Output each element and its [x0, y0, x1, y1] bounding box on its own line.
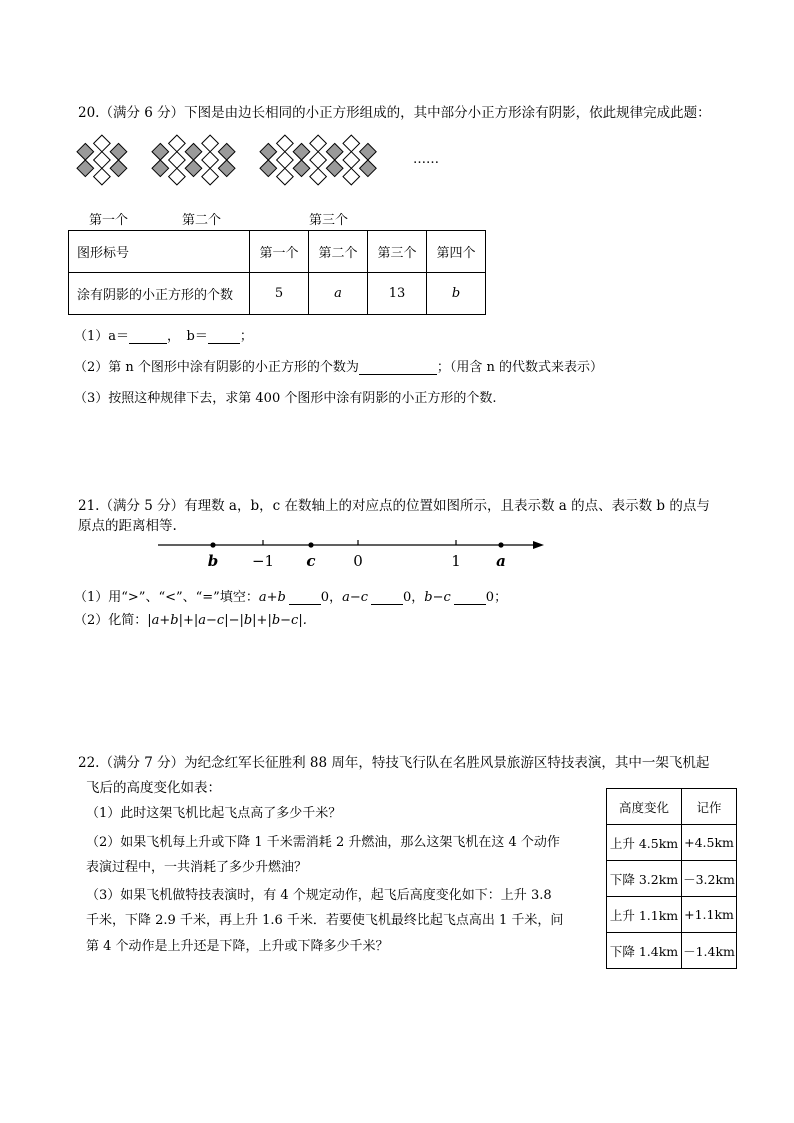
shaded-square	[152, 143, 169, 160]
blank-square	[310, 168, 327, 185]
table-cell: 5	[250, 273, 309, 315]
table-cell: 涂有阴影的小正方形的个数	[69, 273, 250, 315]
table-header-cell: 第四个	[427, 231, 486, 273]
pattern-figure-3	[260, 135, 376, 185]
point-b	[210, 542, 215, 547]
table-header-cell: 图形标号	[69, 231, 250, 273]
shaded-square	[185, 160, 202, 177]
ellipsis: ……	[413, 152, 439, 167]
shaded-square	[218, 160, 235, 177]
shaded-square	[77, 160, 94, 177]
blank-square	[169, 152, 186, 169]
shaded-square	[110, 143, 127, 160]
table-row	[69, 231, 486, 273]
sep-1: 0，	[320, 590, 343, 605]
table-row	[607, 825, 737, 861]
blank-square	[343, 152, 360, 169]
table-header-cell: 第二个	[309, 231, 368, 273]
q21-part1	[74, 586, 507, 605]
point-c	[308, 542, 313, 547]
shaded-square	[293, 160, 310, 177]
shaded-square	[360, 160, 377, 177]
label-1: 1	[451, 552, 461, 570]
part1-b-label: ， b＝	[167, 329, 208, 344]
q22-stem-line2: 飞后的高度变化如表：	[86, 780, 221, 796]
shaded-square	[326, 143, 343, 160]
figure-label-1: 第一个	[89, 213, 129, 228]
blank-square	[202, 168, 219, 185]
q20-part2	[74, 356, 603, 375]
axis-arrow	[533, 541, 544, 549]
blank-square	[94, 152, 111, 169]
abs-expression: |a+b|+|a−c|−|b|+|b−c|.	[147, 613, 307, 628]
q20-figures	[0, 0, 794, 230]
shaded-square	[293, 143, 310, 160]
part2-prefix: （2）化简：	[74, 613, 148, 628]
q20-table	[68, 230, 486, 315]
blank-square	[277, 168, 294, 185]
q22-part3-line3: 第 4 个动作是上升还是下降，上升或下降多少千米？	[86, 939, 389, 954]
shaded-square	[360, 143, 377, 160]
label-minus1: −1	[251, 552, 275, 570]
blank-square	[343, 168, 360, 185]
shaded-square	[110, 160, 127, 177]
shaded-square	[260, 160, 277, 177]
q22-part2-line1: （2）如果飞机每上升或下降 1 千米需消耗 2 升燃油，那么这架飞机在这 4 个动作	[86, 835, 560, 850]
q20-part3: （3）按照这种规律下去，求第 400 个图形中涂有阴影的小正方形的个数.	[74, 391, 497, 406]
shaded-square	[218, 143, 235, 160]
blank-square	[169, 135, 186, 152]
q22-part1: （1）此时这架飞机比起飞点高了多少千米？	[86, 806, 342, 821]
table-cell: +4.5km	[682, 825, 737, 861]
part2-text: （2）第 n 个图形中涂有阴影的小正方形的个数为	[74, 360, 359, 375]
figure-label-2: 第二个	[182, 213, 222, 228]
blank-square	[310, 152, 327, 169]
q22-part3-line2: 千米，下降 2.9 千米，再上升 1.6 千米．若要使飞机最终比起飞点高出 1 千米，问	[86, 913, 564, 928]
label-c: c	[306, 552, 316, 570]
table-cell: 下降 3.2km	[607, 861, 682, 897]
answer-blank-b[interactable]	[208, 329, 240, 344]
table-header-cell: 第三个	[368, 231, 427, 273]
blank-square	[202, 135, 219, 152]
table-cell: +1.1km	[682, 897, 737, 933]
q21-stem-line2: 原点的距离相等.	[78, 518, 177, 534]
part1-a-label: （1）a＝	[74, 329, 130, 344]
part1-prefix: （1）用“>”、“<”、“=”填空：	[74, 590, 259, 605]
shaded-square	[77, 143, 94, 160]
altitude-table	[606, 788, 737, 969]
part1-end: 0；	[485, 590, 508, 605]
answer-blank-a[interactable]	[129, 329, 167, 344]
compare-blank-2[interactable]	[371, 590, 403, 605]
q22-part2-line2: 表演过程中，一共消耗了多少升燃油？	[86, 860, 308, 875]
part1-end: ；	[239, 329, 253, 344]
q22-part3-line1: （3）如果飞机做特技表演时，有 4 个规定动作，起飞后高度变化如下：上升 3.8	[86, 888, 552, 903]
table-row	[607, 789, 737, 825]
table-cell: 下降 1.4km	[607, 933, 682, 969]
shaded-square	[260, 143, 277, 160]
label-b: b	[207, 552, 219, 570]
table-cell: 上升 4.5km	[607, 825, 682, 861]
blank-square	[94, 168, 111, 185]
sep-2: 0，	[403, 590, 425, 605]
point-a	[498, 542, 503, 547]
table-row	[607, 933, 737, 969]
table-row	[69, 273, 486, 315]
compare-blank-1[interactable]	[289, 590, 321, 605]
number-line	[150, 532, 550, 572]
table-cell: a	[309, 273, 368, 315]
q21-stem-line1: 21.（满分 5 分）有理数 a，b，c 在数轴上的对应点的位置如图所示，且表示数 a 的点、表示数 b 的点与	[78, 498, 710, 514]
blank-square	[94, 135, 111, 152]
figure-label-3: 第三个	[309, 213, 349, 228]
q21-part2	[74, 609, 307, 628]
compare-blank-3[interactable]	[454, 590, 486, 605]
expr-a-minus-c: a−c	[342, 590, 369, 605]
expr-b-minus-c: b−c	[424, 590, 451, 605]
label-0: 0	[353, 552, 363, 570]
q20-part1	[74, 325, 253, 344]
table-row	[607, 861, 737, 897]
pattern-figure-2	[152, 135, 235, 185]
table-cell: b	[427, 273, 486, 315]
blank-square	[202, 152, 219, 169]
shaded-square	[152, 160, 169, 177]
shaded-square	[326, 160, 343, 177]
table-cell: －3.2km	[682, 861, 737, 897]
blank-square	[277, 152, 294, 169]
blank-square	[169, 168, 186, 185]
table-header-cell: 高度变化	[607, 789, 682, 825]
q22-stem-line1: 22.（满分 7 分）为纪念红军长征胜利 88 周年，特技飞行队在名胜风景旅游区特技表演，其中一架飞机起	[78, 755, 710, 771]
blank-square	[343, 135, 360, 152]
blank-square	[277, 135, 294, 152]
part2-end: ；（用含 n 的代数式来表示）	[436, 360, 604, 375]
blank-square	[310, 135, 327, 152]
shaded-square	[185, 143, 202, 160]
label-a: a	[496, 552, 506, 570]
table-header-cell: 记作	[682, 789, 737, 825]
table-header-cell: 第一个	[250, 231, 309, 273]
answer-blank-n[interactable]	[359, 360, 437, 375]
table-cell: 上升 1.1km	[607, 897, 682, 933]
table-row	[607, 897, 737, 933]
table-cell: －1.4km	[682, 933, 737, 969]
table-cell: 13	[368, 273, 427, 315]
expr-a-plus-b: a+b	[258, 590, 286, 605]
q20-stem: 20.（满分 6 分）下图是由边长相同的小正方形组成的，其中部分小正方形涂有阴影，依此规律完成此题：	[78, 105, 711, 121]
pattern-figure-1	[77, 135, 127, 185]
